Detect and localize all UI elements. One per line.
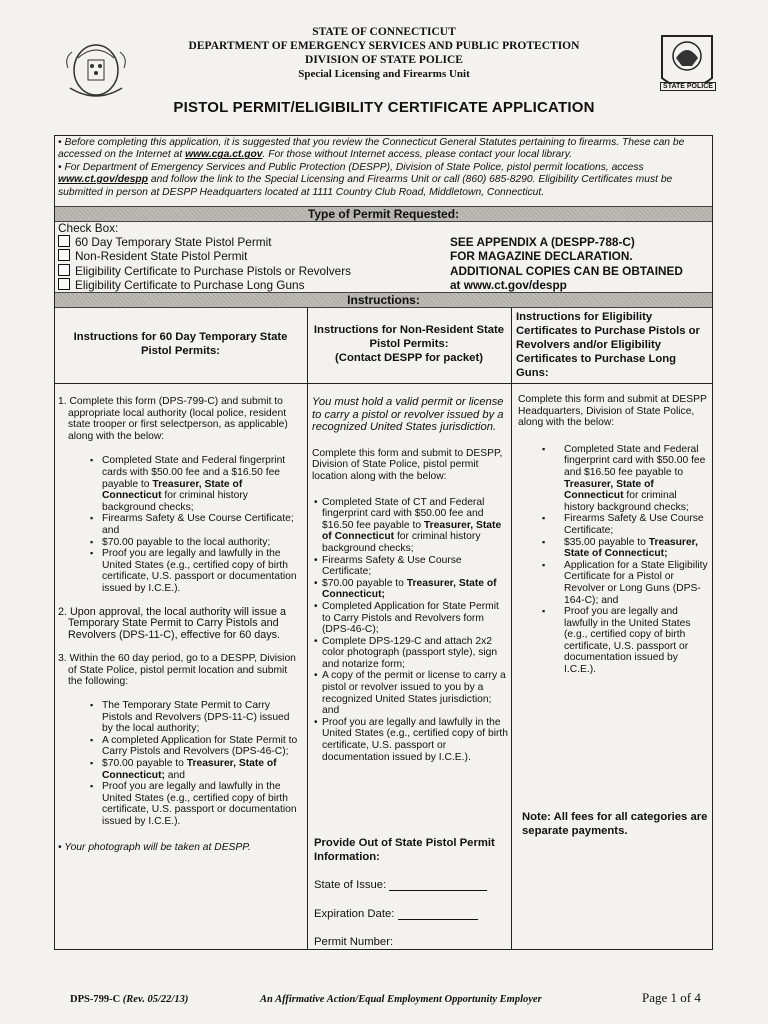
list-item: ▪ Completed State and Federal fingerprint cards with $50.00 fee and a $16.50 fee payable to Treasurer, State of Connecticut for criminal history background checks; [102, 455, 302, 513]
option-eligibility-long-guns[interactable]: Eligibility Certificate to Purchase Long Guns [58, 278, 351, 292]
badge-label: STATE POLICE [660, 82, 716, 91]
list-item: • Firearms Safety & Use Course Certificate; [322, 555, 508, 578]
checkbox[interactable] [58, 264, 70, 276]
header-unit: Special Licensing and Firearms Unit [298, 68, 470, 80]
list-item: • A copy of the permit or license to carry a pistol or revolver issued to you by a recognized United States jurisdiction; and [322, 670, 508, 716]
eeo-statement: An Affirmative Action/Equal Employment Opportunity Employer [260, 994, 542, 1005]
checkbox[interactable] [58, 278, 70, 290]
option-eligibility-pistols[interactable]: Eligibility Certificate to Purchase Pistols or Revolvers [58, 264, 351, 278]
header-division: DIVISION OF STATE POLICE [305, 54, 463, 66]
list-item: • $70.00 payable to Treasurer, State of Connecticut; [322, 578, 508, 601]
col3-intro: Complete this form and submit at DESPP Headquarters, Division of State Police, along with the below: [518, 394, 707, 429]
option-non-resident[interactable]: Non-Resident State Pistol Permit [58, 249, 351, 263]
permit-options [58, 235, 351, 293]
list-item: ▪ $70.00 payable to Treasurer, State of Connecticut; and [102, 758, 302, 781]
form-title: PISTOL PERMIT/ELIGIBILITY CERTIFICATE APPLICATION [173, 99, 595, 116]
must-hold-note: You must hold a valid permit or license to carry a pistol or revolver issued by a recognized United States jurisdiction. [312, 396, 504, 434]
checkbox[interactable] [58, 249, 70, 261]
col3-heading: Instructions for Eligibility Certificates to Purchase Pistols or Revolvers and/or Eligibility Certificates to Purchase Long Guns: [516, 311, 700, 379]
list-item: ▪ Proof you are legally and lawfully in the United States (e.g., certified copy of birth certificate, U.S. passport or documentation issued by I.C.E.). [102, 781, 302, 827]
col2-body [312, 396, 508, 763]
col2-complete: Complete this form and submit to DESPP, Division of State Police, pistol permit location along with the below: [312, 447, 503, 482]
header-state: STATE OF CONNECTICUT [312, 26, 456, 38]
despp-link[interactable]: www.ct.gov/despp [58, 174, 149, 186]
col1-heading: Instructions for 60 Day Temporary State Pistol Permits: [73, 331, 288, 357]
col1-step2: 2. Upon approval, the local authority will issue a Temporary State Permit to Carry Pistols and Revolvers (DPS-11-C), effective for 60 days. [58, 605, 287, 641]
cga-link[interactable]: www.cga.ct.gov [185, 149, 263, 161]
list-item: ▪ Firearms Safety & Use Course Certificate; and [102, 513, 302, 536]
col2-heading: Instructions for Non-Resident State Pistol Permits: (Contact DESPP for packet) [313, 324, 505, 364]
list-item: ▪ Firearms Safety & Use Course Certificate; [564, 513, 708, 536]
photo-note: • Your photograph will be taken at DESPP. [58, 841, 251, 853]
type-band: Type of Permit Requested: [55, 206, 712, 222]
list-item: ▪ Proof you are legally and lawfully in the United States (e.g., certified copy of birth certificate, U.S. passport or documentation issued by I.C.E.). [102, 548, 302, 594]
list-item: ▪ Completed State and Federal fingerprint card with $50.00 fee and $16.50 fee payable to Treasurer, State of Connecticut for criminal history background checks; [564, 444, 708, 514]
list-item: • Completed Application for State Permit to Carry Pistols and Revolvers form (DPS-46-C); [322, 601, 508, 636]
col3-body [518, 394, 708, 676]
list-item: • Proof you are legally and lawfully in the United States (e.g., certified copy of birth certificate, U.S. passport or documentation issued by I.C.E.). [322, 717, 508, 763]
list-item: • Completed State of CT and Federal fingerprint card with $50.00 fee and $16.50 fee payable to Treasurer, State of Connecticut for criminal history background checks; [322, 497, 508, 555]
check-box-label: Check Box: [58, 221, 119, 235]
option-60-day[interactable]: 60 Day Temporary State Pistol Permit [58, 235, 351, 249]
col1-body [58, 396, 302, 853]
appendix-note: SEE APPENDIX A (DESPP-788-C) FOR MAGAZINE DECLARATION. ADDITIONAL COPIES CAN BE OBTAINED at www.ct.gov/despp [450, 235, 683, 293]
column-divider [307, 307, 308, 950]
header-department: DEPARTMENT OF EMERGENCY SERVICES AND PUBLIC PROTECTION [188, 40, 580, 52]
list-item: ▪ $70.00 payable to the local authority; [102, 537, 302, 549]
form-id: DPS-799-C (Rev. 05/22/13) [70, 994, 189, 1005]
page-number: Page 1 of 4 [642, 990, 701, 1005]
permit-number-field[interactable]: Permit Number: [314, 936, 394, 948]
list-item: • Complete DPS-129-C and attach 2x2 color photograph (passport style), sign and notarize form; [322, 636, 508, 671]
expiration-date-field[interactable]: Expiration Date: [314, 908, 478, 920]
state-of-issue-field[interactable]: State of Issue: [314, 879, 487, 891]
col1-step3: 3. Within the 60 day period, go to a DESPP, Division of State Police, pistol permit location and submit the following: [58, 653, 296, 688]
list-item: ▪ A completed Application for State Permit to Carry Pistols and Revolvers (DPS-46-C); [102, 735, 302, 758]
intro-notes: • Before completing this application, it is suggested that you review the Connecticut General Statutes pertaining to firearms. These can be accessed on the Internet at www.cga.ct.gov. For those without Internet access, please contact your local library. • For Department of Emergency Services and Public Protection (DESPP), Division of State Police, pistol permit locations, access www.ct.gov/despp and follow the link to the Special Licensing and Firearms Unit or call (860) 685-8290. Eligibility Certificates must be submitted in person at DESPP Headquarters located at 1111 Country Club Road, Middletown, Connecticut. [58, 137, 685, 198]
list-item: ▪ The Temporary State Permit to Carry Pistols and Revolvers (DPS-11-C) issued by the local authority; [102, 700, 302, 735]
instructions-band: Instructions: [55, 292, 712, 308]
fees-note: Note: All fees for all categories are separate payments. [522, 811, 708, 837]
list-item: ▪ Application for a State Eligibility Certificate for a Pistol or Revolver or Long Guns (DPS-164-C); and [564, 560, 708, 606]
heading-divider [55, 383, 712, 384]
state-police-badge [656, 30, 718, 100]
col1-step1: 1. Complete this form (DPS-799-C) and submit to appropriate local authority (local police, resident state trooper or first selectperson, as applicable) along with the below: [58, 396, 288, 442]
provide-permit-info: Provide Out of State Pistol Permit Information: [314, 837, 495, 863]
list-item: ▪ Proof you are legally and lawfully in the United States (e.g., certified copy of birth certificate, U.S. passport or documentation issued by I.C.E.). [564, 606, 708, 676]
list-item: ▪ $35.00 payable to Treasurer, State of Connecticut; [564, 537, 708, 560]
checkbox[interactable] [58, 235, 70, 247]
column-divider [511, 307, 512, 950]
